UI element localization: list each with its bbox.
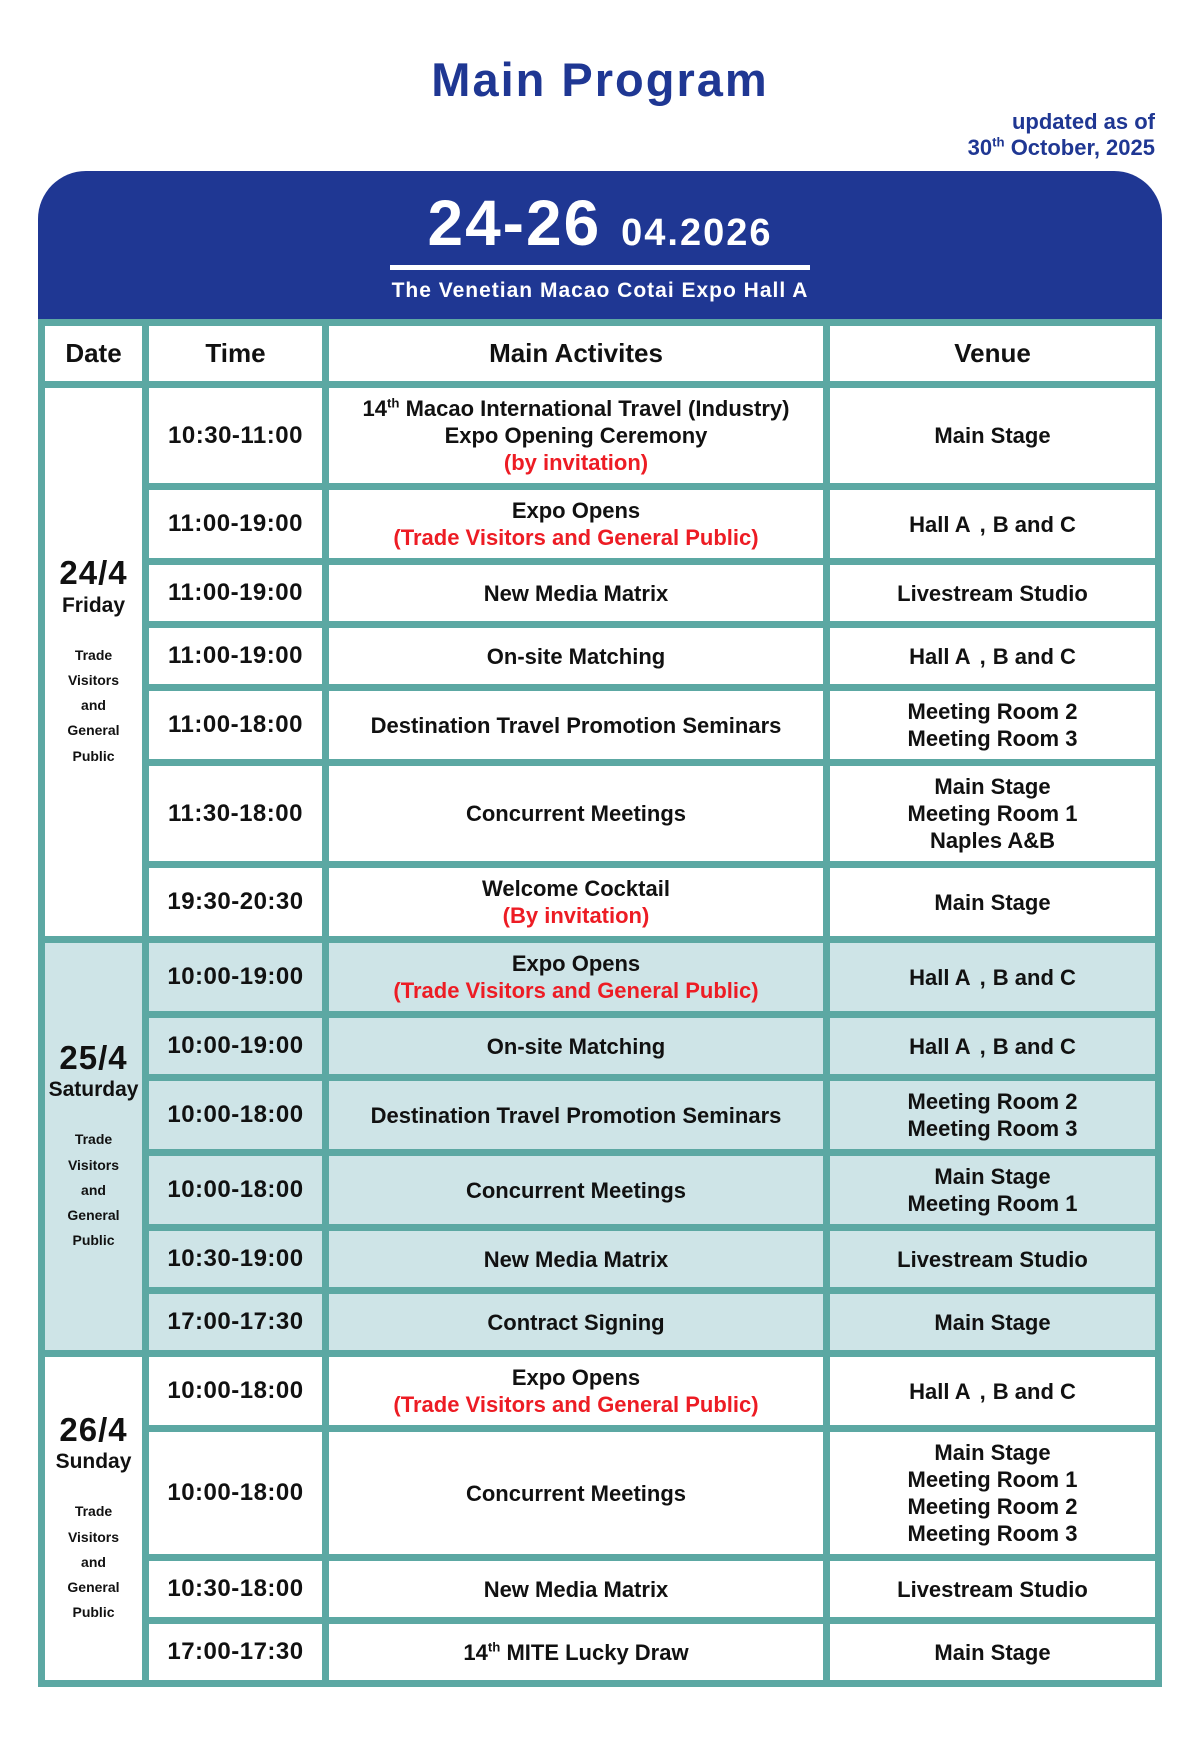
- audience-line: General Public: [67, 1578, 120, 1621]
- venue-line: Hall A , B and C: [909, 1033, 1076, 1059]
- activity-cell: [329, 490, 823, 558]
- date-cell: [45, 388, 142, 936]
- venue-cell: [830, 1357, 1155, 1425]
- activity-cell: [329, 1156, 823, 1224]
- activity-cell: [329, 691, 823, 759]
- day-label: Sunday: [55, 1450, 132, 1474]
- activity-line: (Trade Visitors and General Public): [393, 978, 759, 1003]
- schedule-header-row: [45, 326, 1155, 381]
- activity-line: (Trade Visitors and General Public): [393, 1392, 759, 1417]
- banner-underline: [390, 265, 810, 270]
- audience-line: Trade Visitors: [67, 1131, 120, 1173]
- activity-line: Destination Travel Promotion Seminars: [370, 1102, 782, 1128]
- time-cell: 10:00-18:00: [149, 1432, 322, 1554]
- time-cell: 10:30-11:00: [149, 388, 322, 483]
- activity-cell: [329, 1081, 823, 1149]
- time-cell: 10:30-19:00: [149, 1231, 322, 1287]
- audience-line: and: [81, 697, 106, 714]
- venue-line: Main Stage: [934, 774, 1051, 799]
- venue-line: Main Stage: [934, 889, 1051, 915]
- event-banner: [38, 171, 1162, 319]
- activity-line: Welcome Cocktail: [482, 876, 670, 901]
- venue-cell: [830, 1294, 1155, 1350]
- event-dates: [38, 187, 1162, 259]
- venue-cell: [830, 868, 1155, 936]
- time-cell: 11:00-19:00: [149, 628, 322, 684]
- activity-line: Expo Opens: [511, 498, 641, 523]
- activity-line: New Media Matrix: [483, 580, 669, 606]
- program-page: [0, 52, 1200, 1715]
- activity-cell: [329, 1561, 823, 1617]
- time-cell: 17:00-17:30: [149, 1624, 322, 1680]
- audience-line: General Public: [67, 1206, 120, 1249]
- audience-line: Trade Visitors: [67, 1503, 120, 1545]
- activity-cell: [329, 766, 823, 861]
- header-venue: Venue: [830, 326, 1155, 381]
- time-cell: 11:00-18:00: [149, 691, 322, 759]
- audience-label: [51, 1127, 136, 1253]
- day-label: Saturday: [48, 1078, 139, 1102]
- activity-line: Concurrent Meetings: [465, 801, 687, 826]
- audience-line: and: [81, 1553, 106, 1570]
- activity-line: New Media Matrix: [483, 1576, 669, 1602]
- audience-line: Trade Visitors: [67, 646, 120, 689]
- venue-cell: [830, 1624, 1155, 1680]
- venue-line: Main Stage: [934, 423, 1051, 448]
- activity-cell: [329, 1231, 823, 1287]
- activity-cell: [329, 1294, 823, 1350]
- updated-note-line1: updated as of: [1011, 109, 1155, 134]
- audience-label: [51, 1499, 136, 1625]
- activity-line: 14th Macao International Travel (Industry): [362, 395, 790, 421]
- activity-line: Contract Signing: [487, 1309, 665, 1335]
- activity-line: (Trade Visitors and General Public): [393, 525, 759, 550]
- venue-cell: [830, 1231, 1155, 1287]
- activity-line: New Media Matrix: [483, 1246, 669, 1272]
- venue-cell: [830, 943, 1155, 1011]
- updated-note: [0, 109, 1155, 161]
- venue-line: Hall A , B and C: [909, 643, 1076, 669]
- activity-line: (By invitation): [502, 903, 650, 928]
- audience-line: General Public: [67, 722, 120, 764]
- venue-line: Meeting Room 2: [907, 699, 1078, 724]
- date-cell: [45, 1357, 142, 1680]
- time-cell: 19:30-20:30: [149, 868, 322, 936]
- schedule-section-26-4: [45, 1357, 1155, 1680]
- schedule-body: [45, 388, 1155, 1680]
- activity-line: 14th MITE Lucky Draw: [463, 1639, 689, 1665]
- day-label: Friday: [61, 593, 126, 617]
- venue-cell: [830, 388, 1155, 483]
- time-cell: 11:30-18:00: [149, 766, 322, 861]
- venue-line: Meeting Room 3: [907, 1521, 1078, 1546]
- time-cell: 11:00-19:00: [149, 565, 322, 621]
- date-cell: [45, 943, 142, 1350]
- venue-line: Hall A , B and C: [909, 1378, 1076, 1404]
- updated-note-line2: 30th October, 2025: [967, 134, 1155, 160]
- activity-cell: [329, 943, 823, 1011]
- schedule-section-25-4: [45, 943, 1155, 1350]
- schedule-section-24-4: [45, 388, 1155, 936]
- venue-line: Livestream Studio: [897, 1576, 1088, 1602]
- time-cell: 17:00-17:30: [149, 1294, 322, 1350]
- activity-line: Concurrent Meetings: [465, 1480, 687, 1506]
- venue-cell: [830, 1561, 1155, 1617]
- time-cell: 10:00-18:00: [149, 1156, 322, 1224]
- page-title: Main Program: [431, 53, 769, 106]
- venue-line: Livestream Studio: [897, 1246, 1088, 1272]
- time-cell: 11:00-19:00: [149, 490, 322, 558]
- venue-cell: [830, 1018, 1155, 1074]
- venue-cell: [830, 1156, 1155, 1224]
- venue-line: Meeting Room 3: [907, 726, 1078, 751]
- venue-line: Meeting Room 1: [907, 1467, 1078, 1492]
- activity-line: Expo Opening Ceremony: [444, 423, 708, 448]
- activity-cell: [329, 388, 823, 483]
- header-time: Time: [149, 326, 322, 381]
- activity-line: On-site Matching: [486, 1033, 666, 1059]
- time-cell: 10:00-18:00: [149, 1357, 322, 1425]
- date-label: 26/4: [59, 1410, 128, 1448]
- date-label: 25/4: [59, 1038, 128, 1076]
- activity-cell: [329, 1432, 823, 1554]
- activity-line: (by invitation): [503, 450, 649, 475]
- venue-line: Livestream Studio: [897, 580, 1088, 606]
- venue-cell: [830, 1432, 1155, 1554]
- activity-cell: [329, 1624, 823, 1680]
- venue-line: Main Stage: [934, 1309, 1051, 1335]
- venue-cell: [830, 691, 1155, 759]
- venue-line: Meeting Room 2: [907, 1494, 1078, 1519]
- venue-line: Meeting Room 1: [907, 801, 1078, 826]
- header-date: Date: [45, 326, 142, 381]
- header-main-activities: Main Activites: [329, 326, 823, 381]
- activity-cell: [329, 1018, 823, 1074]
- venue-cell: [830, 490, 1155, 558]
- venue-line: Hall A , B and C: [909, 511, 1076, 537]
- venue-cell: [830, 565, 1155, 621]
- venue-line: Naples A&B: [929, 828, 1056, 853]
- activity-line: Concurrent Meetings: [465, 1177, 687, 1203]
- activity-cell: [329, 1357, 823, 1425]
- schedule-table: [38, 319, 1162, 1687]
- event-month-year: 04.2026: [621, 212, 773, 254]
- venue-line: Hall A , B and C: [909, 964, 1076, 990]
- time-cell: 10:00-19:00: [149, 943, 322, 1011]
- time-cell: 10:00-19:00: [149, 1018, 322, 1074]
- activity-cell: [329, 628, 823, 684]
- venue-cell: [830, 1081, 1155, 1149]
- event-venue-line: The Venetian Macao Cotai Expo Hall A: [391, 279, 809, 302]
- event-date-range: 24-26: [427, 187, 602, 259]
- activity-line: Expo Opens: [511, 951, 641, 976]
- time-cell: 10:00-18:00: [149, 1081, 322, 1149]
- audience-line: and: [81, 1181, 106, 1198]
- venue-line: Main Stage: [934, 1639, 1051, 1665]
- venue-line: Main Stage: [934, 1164, 1051, 1189]
- audience-label: [51, 643, 136, 769]
- activity-cell: [329, 565, 823, 621]
- venue-line: Meeting Room 2: [907, 1089, 1078, 1114]
- activity-line: Expo Opens: [511, 1365, 641, 1390]
- date-label: 24/4: [59, 554, 128, 592]
- venue-line: Main Stage: [934, 1440, 1051, 1465]
- venue-cell: [830, 628, 1155, 684]
- venue-cell: [830, 766, 1155, 861]
- venue-line: Meeting Room 3: [907, 1116, 1078, 1141]
- activity-line: On-site Matching: [486, 643, 666, 669]
- venue-line: Meeting Room 1: [907, 1191, 1078, 1216]
- activity-cell: [329, 868, 823, 936]
- time-cell: 10:30-18:00: [149, 1561, 322, 1617]
- activity-line: Destination Travel Promotion Seminars: [370, 712, 782, 738]
